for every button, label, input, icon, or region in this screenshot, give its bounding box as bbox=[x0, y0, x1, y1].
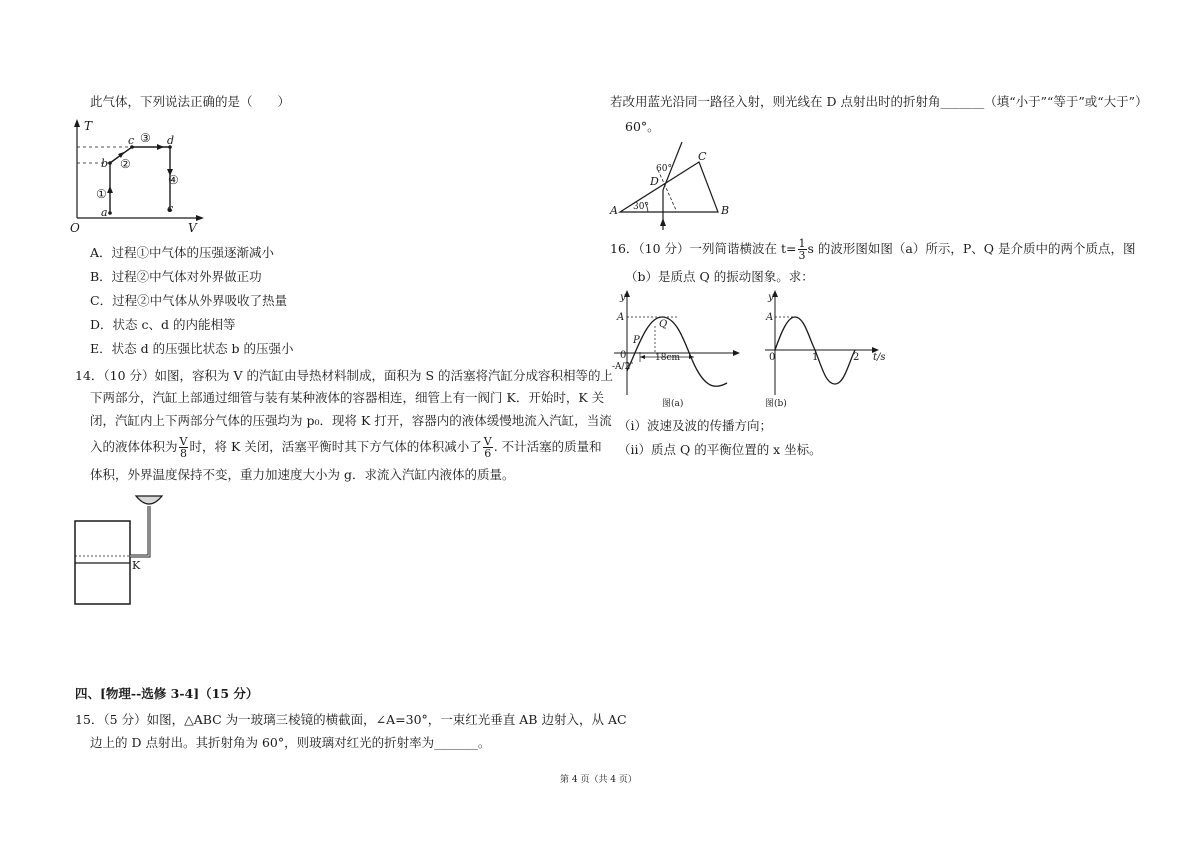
q15-line3: 若改用蓝光沿同一路径入射，则光线在 D 点射出时的折射角_______（填“小于”“等于”或“大于”） bbox=[610, 94, 1148, 109]
gb-caption: 图(b) bbox=[765, 399, 787, 409]
angle-60: 60° bbox=[656, 164, 672, 174]
frac-num: V bbox=[179, 435, 188, 448]
origin-text: O bbox=[70, 221, 80, 235]
v-axis-text: V bbox=[188, 221, 197, 235]
label-D: D bbox=[650, 175, 659, 188]
ga-dist: 18cm bbox=[655, 353, 681, 363]
gb-zero: 0 bbox=[769, 352, 776, 363]
q16-line2: （b）是质点 Q 的振动图象。求： bbox=[625, 269, 814, 284]
prism-figure bbox=[608, 140, 738, 232]
wave-graph-a bbox=[612, 290, 747, 410]
q14-line4-b: 时，将 K 关闭，活塞平衡时其下方气体的体积减小了 bbox=[189, 439, 482, 454]
option-a: A．过程①中气体的压强逐渐减小 bbox=[90, 245, 275, 260]
gb-y: y bbox=[768, 292, 774, 303]
step-1: ① bbox=[96, 187, 107, 201]
frac-den: 6 bbox=[484, 447, 492, 460]
angle-30: 30° bbox=[633, 202, 649, 212]
valve-k: K bbox=[132, 559, 141, 572]
section-4-title: 四、[物理--选修 3-4]（15 分） bbox=[75, 686, 259, 701]
vibration-graph-b bbox=[760, 290, 895, 410]
label-B: B bbox=[721, 204, 730, 217]
q14-line4 bbox=[90, 436, 602, 459]
q16-ii: （ii）质点 Q 的平衡位置的 x 坐标。 bbox=[618, 442, 822, 457]
gb-one: 1 bbox=[812, 352, 819, 363]
option-b: B．过程②中气体对外界做正功 bbox=[90, 269, 262, 284]
frac-den: 3 bbox=[798, 249, 806, 262]
label-A: A bbox=[610, 204, 618, 217]
fraction-v8 bbox=[179, 436, 189, 459]
point-c2: c bbox=[167, 202, 174, 215]
q16-line1-a: 16．（10 分）一列简谐横波在 t= bbox=[610, 241, 797, 256]
q15-line2: 边上的 D 点射出。其折射角为 60°，则玻璃对红光的折射率为_______。 bbox=[90, 735, 491, 750]
point-d: d bbox=[167, 134, 175, 147]
frac-den: 8 bbox=[179, 447, 187, 460]
point-a: a bbox=[101, 206, 108, 219]
step-3: ③ bbox=[140, 131, 151, 145]
q16-line1-b: s 的波形图如图（a）所示，P、Q 是介质中的两个质点，图 bbox=[807, 241, 1136, 256]
q14-line1: 14．（10 分）如图，容积为 V 的汽缸由导热材料制成，面积为 S 的活塞将汽缸分成容积相等的上 bbox=[75, 368, 614, 383]
fraction-v6 bbox=[483, 436, 493, 459]
option-e: E．状态 d 的压强比状态 b 的压强小 bbox=[90, 341, 294, 356]
label-C: C bbox=[698, 150, 707, 163]
ga-P: P bbox=[633, 335, 640, 346]
point-c1: c bbox=[128, 134, 135, 147]
frac-num: V bbox=[483, 435, 492, 448]
page-footer: 第 4 页（共 4 页） bbox=[560, 775, 637, 785]
point-b: b bbox=[101, 157, 109, 170]
step-4: ④ bbox=[168, 173, 179, 187]
q14-line4-a: 入的液体体积为 bbox=[90, 439, 178, 454]
q14-line2: 下两部分，汽缸上部通过细管与装有某种液体的容器相连，细管上有一阀门 K．开始时，K 关 bbox=[90, 390, 605, 405]
cylinder-figure bbox=[74, 486, 184, 608]
q14-line4-c: . 不计活塞的质量和 bbox=[493, 439, 602, 454]
ga-zero: 0 bbox=[620, 350, 627, 361]
gb-A: A bbox=[766, 312, 774, 323]
q16-line1 bbox=[610, 238, 1136, 261]
q14-line3: 闭，汽缸内上下两部分气体的压强均为 p₀．现将 K 打开，容器内的液体缓慢地流入汽缸，当流 bbox=[90, 413, 612, 428]
gb-two: 2 bbox=[853, 352, 860, 363]
q15-line1: 15．（5 分）如图，△ABC 为一玻璃三棱镜的横截面，∠A=30°，一束红光垂直 AB 边射入，从 AC bbox=[75, 712, 627, 727]
ga-y: y bbox=[620, 292, 626, 303]
q13-stem: 此气体，下列说法正确的是（ ） bbox=[90, 94, 291, 109]
frac-num: 1 bbox=[798, 237, 806, 250]
fraction-1-3 bbox=[798, 238, 807, 261]
option-d: D．状态 c、d 的内能相等 bbox=[90, 317, 236, 332]
q16-i: （i）波速及波的传播方向； bbox=[618, 418, 772, 433]
step-2: ② bbox=[120, 157, 131, 171]
ga-neg: -A/2 bbox=[612, 362, 631, 372]
gb-t: t/s bbox=[873, 352, 886, 363]
ga-caption: 图(a) bbox=[662, 399, 684, 409]
t-axis-text: T bbox=[84, 119, 93, 133]
option-c: C．过程②中气体从外界吸收了热量 bbox=[90, 293, 288, 308]
ga-Q: Q bbox=[659, 319, 668, 330]
tv-graph bbox=[70, 118, 220, 233]
ga-A: A bbox=[617, 312, 625, 323]
q14-line5: 体积，外界温度保持不变，重力加速度大小为 g．求流入汽缸内液体的质量。 bbox=[90, 467, 515, 482]
q15-line4: 60°。 bbox=[625, 119, 660, 134]
